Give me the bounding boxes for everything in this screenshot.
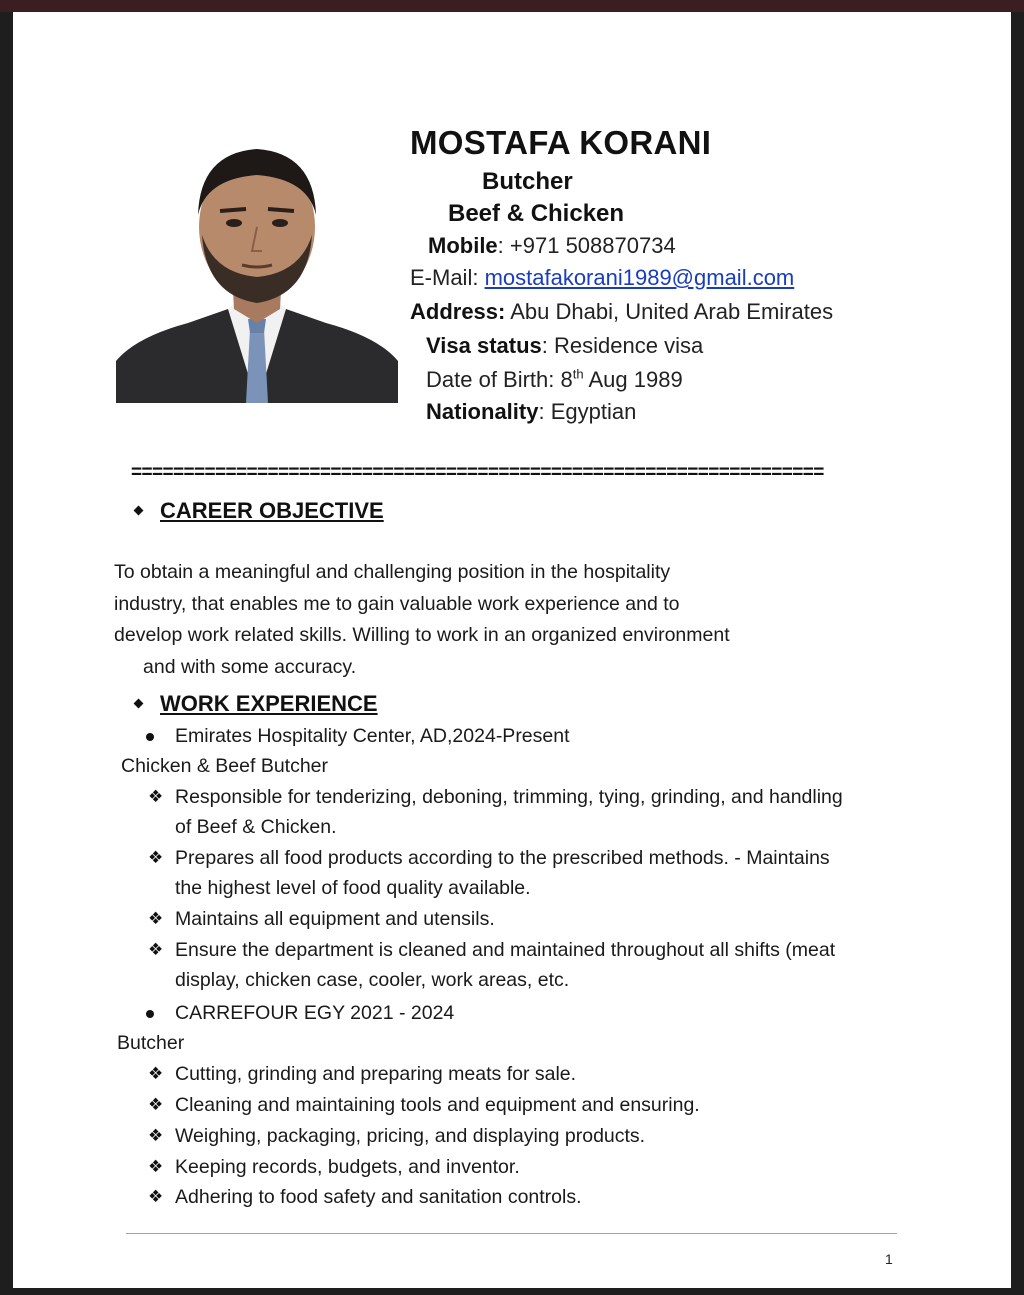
nationality-value: : Egyptian [538, 399, 637, 424]
job-1-company: Emirates Hospitality Center, AD,2024-Present [175, 725, 570, 747]
job-2-role: Butcher [117, 1032, 185, 1054]
email-line [410, 265, 794, 291]
nationality-line [426, 399, 636, 425]
dob-day: : 8 [548, 367, 573, 392]
footer-rule [126, 1233, 897, 1234]
job-2-duty-3: Weighing, packaging, pricing, and displaying products. [175, 1125, 646, 1147]
job-1-duty-2-line-2: the highest level of food quality available. [175, 877, 531, 899]
career-objective-heading: CAREER OBJECTIVE [160, 498, 384, 523]
nationality-label: Nationality [426, 399, 539, 424]
job-1-duty-1-line-2: of Beef & Chicken. [175, 816, 337, 838]
bullet-dot-icon [146, 733, 154, 741]
career-line-1: To obtain a meaningful and challenging position in the hospitality [114, 561, 671, 583]
window-top-bar [0, 0, 1024, 12]
job-2-duty-2: Cleaning and maintaining tools and equipment and ensuring. [175, 1094, 700, 1116]
job-2-duty-4: Keeping records, budgets, and inventor. [175, 1156, 520, 1178]
dob-month-year: Aug 1989 [583, 367, 683, 392]
diamond-bullet-icon [134, 506, 144, 516]
job-1-duty-1-line-1: Responsible for tenderizing, deboning, trimming, tying, grinding, and handling [175, 786, 843, 808]
mobile-line [428, 233, 676, 259]
candidate-name: MOSTAFA KORANI [410, 124, 712, 161]
job-title: Butcher [482, 168, 573, 195]
mobile-value: : +971 508870734 [497, 233, 676, 258]
star-bullet-icon: ❖ [148, 1095, 164, 1114]
star-bullet-icon: ❖ [148, 909, 164, 928]
star-bullet-icon: ❖ [148, 1187, 164, 1206]
dob-suffix-sup: th [572, 366, 584, 382]
star-bullet-icon: ❖ [148, 1064, 164, 1083]
star-bullet-icon: ❖ [148, 1126, 164, 1145]
job-2-company: CARREFOUR EGY 2021 - 2024 [175, 1002, 455, 1024]
career-line-3: develop work related skills. Willing to work in an organized environment [114, 624, 730, 646]
dob-label: Date of Birth [426, 367, 549, 392]
mobile-label: Mobile [428, 233, 498, 258]
job-1-role: Chicken & Beef Butcher [121, 755, 329, 777]
profile-photo [116, 123, 398, 403]
address-label: Address: [410, 299, 506, 324]
job-1-duty-2-line-1: Prepares all food products according to the prescribed methods. - Maintains [175, 847, 830, 869]
page-number: 1 [885, 1251, 893, 1267]
visa-line [426, 333, 703, 359]
visa-value: : Residence visa [541, 333, 704, 358]
career-line-2: industry, that enables me to gain valuable work experience and to [114, 593, 680, 615]
star-bullet-icon: ❖ [148, 787, 164, 806]
email-link[interactable]: mostafakorani1989@gmail.com [484, 265, 795, 290]
section-divider: ================================================================== [131, 462, 824, 483]
job-2-duty-1: Cutting, grinding and preparing meats for sale. [175, 1063, 577, 1085]
star-bullet-icon: ❖ [148, 848, 164, 867]
address-value: Abu Dhabi, United Arab Emirates [505, 299, 834, 324]
diamond-bullet-icon [134, 699, 144, 709]
bullet-dot-icon [146, 1010, 154, 1018]
career-line-4: and with some accuracy. [143, 656, 357, 678]
resume-page [13, 12, 1011, 1288]
job-specialty: Beef & Chicken [448, 200, 625, 227]
job-2-duty-5: Adhering to food safety and sanitation controls. [175, 1186, 582, 1208]
job-1-duty-4-line-1: Ensure the department is cleaned and maintained throughout all shifts (meat [175, 939, 836, 961]
dob-line [426, 367, 683, 393]
star-bullet-icon: ❖ [148, 1157, 164, 1176]
star-bullet-icon: ❖ [148, 940, 164, 959]
job-1-duty-3: Maintains all equipment and utensils. [175, 908, 495, 930]
address-line [410, 299, 833, 325]
work-experience-heading: WORK EXPERIENCE [160, 691, 378, 716]
visa-label: Visa status [426, 333, 542, 358]
job-1-duty-4-line-2: display, chicken case, cooler, work areas, etc. [175, 969, 570, 991]
email-label: E-Mail: [410, 265, 485, 290]
